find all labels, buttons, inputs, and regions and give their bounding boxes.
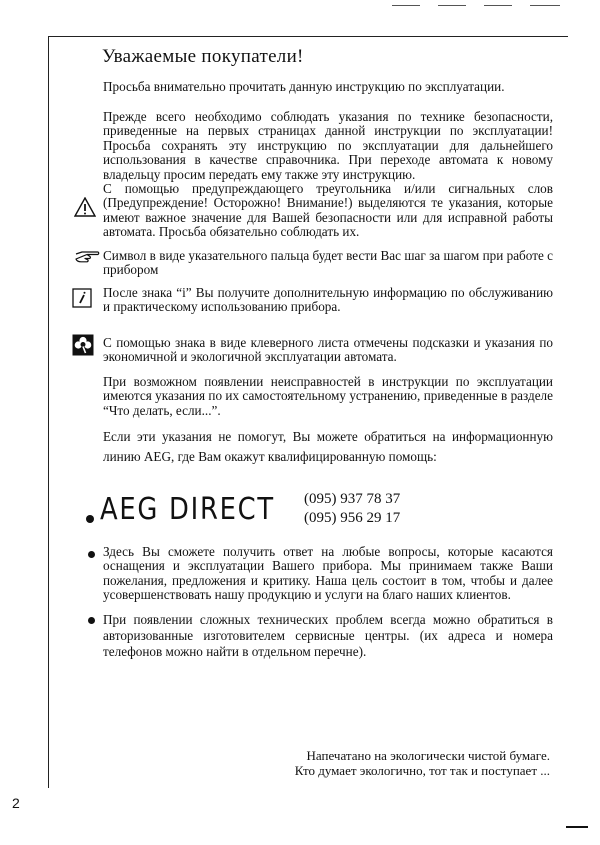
page-title: Уважаемые покупатели!	[102, 46, 304, 67]
aeg-direct-block	[86, 490, 556, 536]
pointing-hand-icon	[74, 249, 100, 263]
safety-paragraph: Прежде всего необходимо соблюдать указания по технике безопасности, приведенные на первых страницах данной инструкции по эксплуатации! Просьба сохранять эту инструкцию по эксплуатации для дальнейшего использования в качестве справочника. При переходе автомата к новому владельцу просим передать ему также эту инструкцию.	[103, 109, 553, 182]
intro-paragraph: Просьба внимательно прочитать данную инструкцию по эксплуатации.	[103, 79, 505, 94]
info-paragraph: После знака “i” Вы получите дополнительную информацию по обслуживанию и практическому использованию прибора.	[103, 285, 553, 315]
eco-paragraph: С помощью знака в виде клеверного листа отмечены подсказки и указания по экономичной и экологичной эксплуатации автомата.	[103, 335, 553, 365]
warning-paragraph: С помощью предупреждающего треугольника и/или сигнальных слов (Предупреждение! Осторожно! Внимание!) выделяются те указания, которые имеют важное значение для Вашей безопасности или для исправной работы автомата. Просьба обязательно соблюдать их.	[103, 181, 553, 240]
bullet-dot	[88, 551, 95, 558]
hotline-paragraph: Если эти указания не помогут, Вы можете обратиться на информационную линию AEG, где Вам окажут квалифицированную помощь:	[103, 429, 553, 464]
faults-paragraph: При возможном появлении неисправностей в инструкции по эксплуатации имеются указания по их самостоятельному устранению, приведенные в разделе “Что делать, если...”.	[103, 374, 553, 418]
top-edge-rules	[0, 0, 600, 10]
aeg-direct-logo: AEG DIRECT	[100, 492, 275, 527]
frame-left-rule	[48, 36, 49, 788]
page-number: 2	[12, 795, 20, 811]
eco-paper-note	[220, 748, 550, 778]
bullet-dot	[86, 515, 94, 523]
bullet-item: При появлении сложных технических проблем всегда можно обратиться в авторизованные изготовителем сервисные центры. (их адреса и номера телефонов можно найти в отдельном перечне).	[103, 612, 553, 659]
warning-triangle-icon	[74, 197, 96, 217]
frame-top-rule	[48, 36, 568, 37]
corner-mark	[566, 826, 588, 828]
step-paragraph: Символ в виде указательного пальца будет вести Вас шаг за шагом при работе с прибором	[103, 248, 553, 278]
info-i-icon	[72, 288, 92, 308]
phone-number: (095) 956 29 17	[304, 510, 401, 526]
phone-number: (095) 937 78 37	[304, 491, 401, 507]
bullet-item: Здесь Вы сможете получить ответ на любые вопросы, которые касаются оснащения и эксплуатации Вашего прибора. Мы принимаем также Ваши пожелания, предложения и критику. Наша цель состоит в том, чтобы и далее усовершенствовать нашу продукцию и услуги на благо наших клиентов.	[103, 544, 553, 603]
bullet-dot	[88, 617, 95, 624]
hotline-phones	[304, 490, 400, 528]
footer-line: Кто думает экологично, тот так и поступает ...	[294, 763, 550, 778]
clover-leaf-icon	[72, 334, 94, 356]
footer-line: Напечатано на экологически чистой бумаге.	[306, 748, 550, 763]
